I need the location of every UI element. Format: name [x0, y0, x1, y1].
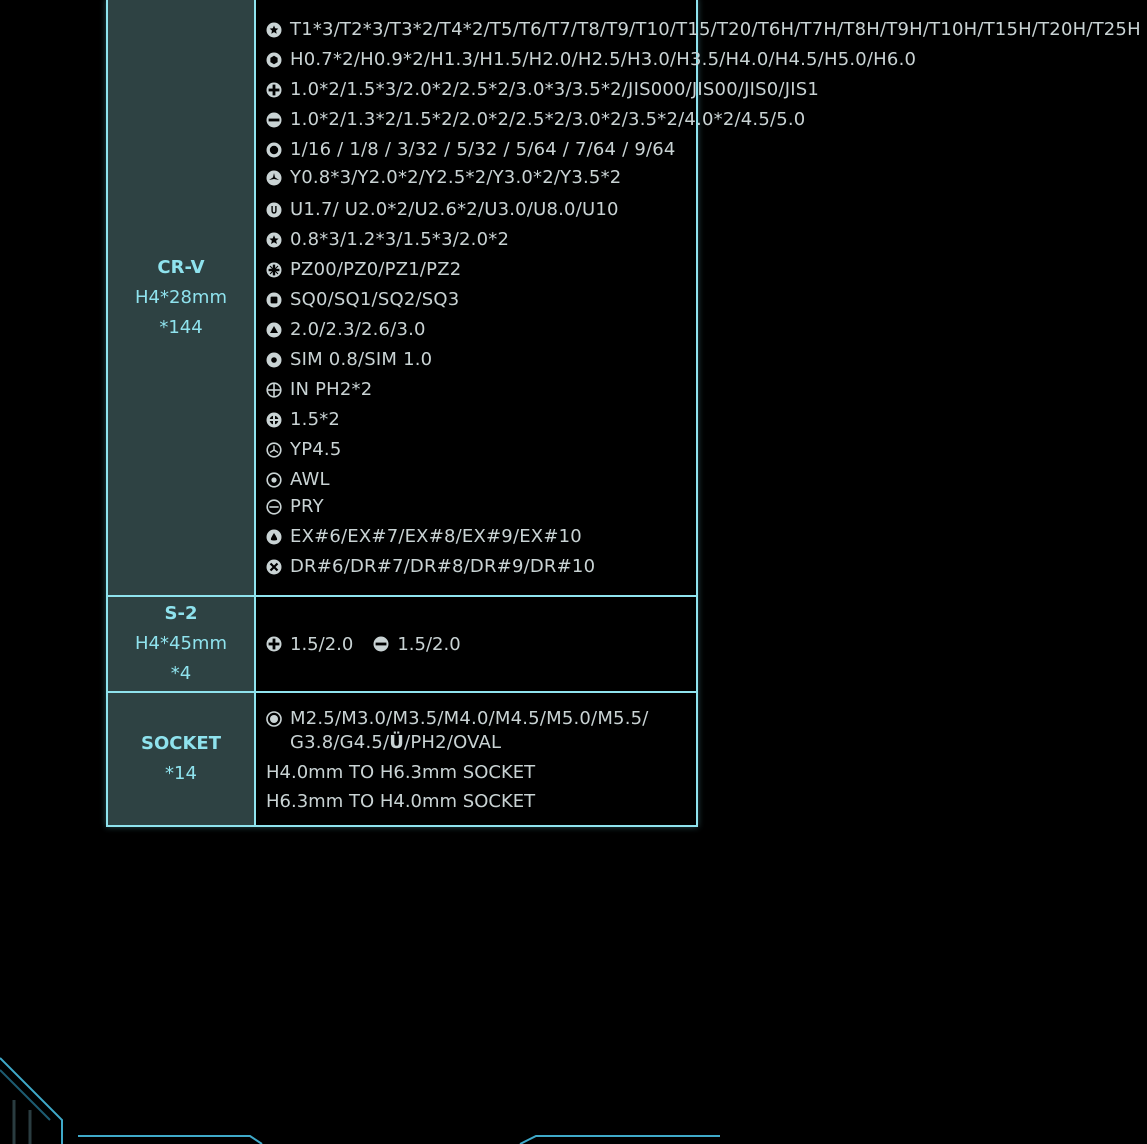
triangle-icon — [266, 318, 290, 342]
list-item — [266, 555, 1141, 579]
bit-text: Y0.8*3/Y2.0*2/Y2.5*2/Y3.0*2/Y3.5*2 — [290, 167, 622, 188]
list-item — [266, 48, 1141, 72]
bit-text: PRY — [290, 496, 324, 517]
material-size: H4*28mm — [135, 286, 227, 308]
material-size: H4*45mm — [135, 633, 227, 654]
bit-text: 2.0/2.3/2.6/3.0 — [290, 319, 426, 340]
material-count: *14 — [165, 763, 197, 784]
spec-table — [106, 0, 1141, 827]
material-name: SOCKET — [141, 733, 221, 754]
hex-icon — [266, 48, 290, 72]
adapter-line: H6.3mm TO H4.0mm SOCKET — [266, 791, 536, 812]
bit-list — [256, 597, 696, 691]
decorative-circuit-lines — [0, 1040, 800, 1144]
phillips-icon — [266, 632, 290, 656]
row-s-2 — [108, 595, 696, 691]
bit-text: SQ0/SQ1/SQ2/SQ3 — [290, 289, 460, 310]
list-item — [266, 198, 1141, 222]
material-cell — [108, 693, 256, 825]
dr-icon — [266, 555, 290, 579]
bit-text: AWL — [290, 469, 330, 490]
list-item — [266, 138, 1141, 162]
material-cell — [108, 0, 256, 595]
ex-icon — [266, 525, 290, 549]
phillips-icon — [266, 78, 290, 102]
bit-text: 1.0*2/1.3*2/1.5*2/2.0*2/2.5*2/3.0*2/3.5*2/4.0*2/4.5/5.0 — [290, 109, 806, 130]
tri-wing-icon — [266, 166, 290, 190]
square-icon — [266, 288, 290, 312]
list-item — [266, 348, 1141, 372]
socket-sizes-2b: /PH2/OVAL — [404, 732, 502, 753]
material-cell — [108, 597, 256, 691]
list-item — [266, 468, 1141, 492]
list-item — [266, 707, 690, 755]
socket-icon — [266, 707, 290, 731]
adapter-line: H4.0mm TO H6.3mm SOCKET — [266, 762, 536, 783]
cross-four-icon — [266, 408, 290, 432]
slotted-icon — [373, 632, 397, 656]
u-glyph: Ü — [389, 732, 405, 753]
bit-list — [256, 0, 1147, 595]
sim-pin-icon — [266, 348, 290, 372]
u-shape-icon — [266, 198, 290, 222]
material-count: *144 — [159, 316, 203, 338]
socket-sizes: M2.5/M3.0/M3.5/M4.0/M4.5/M5.0/M5.5/ — [290, 708, 649, 729]
material-name: S-2 — [164, 603, 198, 624]
bit-text: PZ00/PZ0/PZ1/PZ2 — [290, 259, 462, 280]
bit-text: 1.5*2 — [290, 409, 341, 430]
list-item — [266, 408, 1141, 432]
bit-text: 1.5/2.0 — [397, 633, 461, 655]
pry-icon — [266, 495, 290, 519]
bit-text: 1/16 / 1/8 / 3/32 / 5/32 / 5/64 / 7/64 / 9/64 — [290, 139, 676, 160]
bit-text: T1*3/T2*3/T3*2/T4*2/T5/T6/T7/T8/T9/T10/T15/T20/T6H/T7H/T8H/T9H/T10H/T15H/T20H/T25H — [290, 19, 1141, 40]
bit-text: 0.8*3/1.2*3/1.5*3/2.0*2 — [290, 229, 510, 250]
list-item — [266, 108, 1141, 132]
row-cr-v — [108, 0, 1141, 595]
list-item — [266, 438, 1141, 462]
bit-text: SIM 0.8/SIM 1.0 — [290, 349, 433, 370]
hex-inch-icon — [266, 138, 290, 162]
awl-icon — [266, 468, 290, 492]
in-phillips-icon — [266, 378, 290, 402]
bit-text: 1.0*2/1.5*3/2.0*2/2.5*2/3.0*3/3.5*2/JIS000/JIS00/JIS0/JIS1 — [290, 79, 819, 100]
bit-text: EX#6/EX#7/EX#8/EX#9/EX#10 — [290, 526, 582, 547]
list-item — [266, 495, 1141, 519]
slotted-icon — [266, 108, 290, 132]
socket-list — [256, 693, 696, 825]
y-point-icon — [266, 438, 290, 462]
list-item — [266, 258, 1141, 282]
bit-text: U1.7/ U2.0*2/U2.6*2/U3.0/U8.0/U10 — [290, 199, 619, 220]
material-name: CR-V — [157, 256, 205, 278]
row-socket — [108, 691, 696, 825]
list-item — [266, 525, 1141, 549]
list-item — [266, 318, 1141, 342]
bit-text: DR#6/DR#7/DR#8/DR#9/DR#10 — [290, 556, 596, 577]
list-item — [266, 166, 1141, 190]
torx-icon — [266, 18, 290, 42]
bit-text: IN PH2*2 — [290, 379, 373, 400]
list-item — [266, 288, 1141, 312]
bit-text: 1.5/2.0 — [290, 633, 354, 655]
pentalobe-icon — [266, 228, 290, 252]
pozidriv-icon — [266, 258, 290, 282]
list-item — [266, 378, 1141, 402]
list-item — [266, 78, 1141, 102]
material-count: *4 — [170, 663, 192, 684]
list-item — [266, 228, 1141, 252]
bit-pair — [266, 632, 461, 656]
list-item — [266, 18, 1141, 42]
bit-text: YP4.5 — [290, 439, 342, 460]
socket-sizes-2a: G3.8/G4.5/ — [290, 732, 390, 753]
bit-text: H0.7*2/H0.9*2/H1.3/H1.5/H2.0/H2.5/H3.0/H3.5/H4.0/H4.5/H5.0/H6.0 — [290, 49, 917, 70]
